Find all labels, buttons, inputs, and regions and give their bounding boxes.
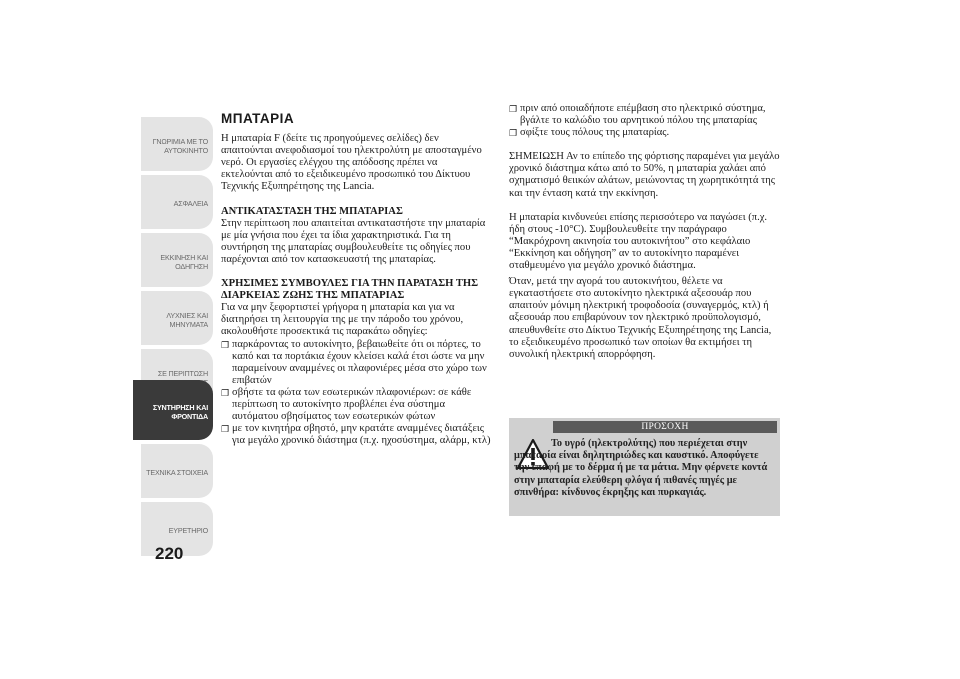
replacement-paragraph: Στην περίπτωση που απαιτείται αντικαταστήστε την μπαταρία με μία γνήσια που έχει τα ίδια χαρακτηριστικά. Για τη συντήρηση της μπαταρίας συμβουλευθείτε τις οδηγίες που παρέχονται από τον κατασκευαστή της μπαταρίας. — [221, 217, 486, 265]
tab-starting-driving[interactable] — [141, 233, 213, 287]
tab-maintenance[interactable] — [141, 380, 213, 440]
list-item — [221, 339, 491, 387]
checkbox-bullet-icon: ❐ — [221, 387, 230, 398]
list-item — [221, 423, 491, 447]
accessories-paragraph: Όταν, μετά την αγορά του αυτοκινήτου, θέλετε να εγκαταστήσετε στο αυτοκίνητο ηλεκτρικά αξεσουάρ που απαιτούν μόνιμη ηλεκτρική τροφοδοσία (συναγερμός, κτλ) ή αξεσουάρ που επιβαρύνουν τον ηλεκτρικό προϋπολογισμό, απευθυνθείτε στο Δίκτυο Τεχνικής Εξυπηρέτησης της Lancia, το εξειδικευμένο προσωπικό των οποίων θα εκτιμήσει τη συνολική ηλεκτρική απορρόφηση. — [509, 276, 772, 360]
section-heading-tips: ΧΡΗΣΙΜΕΣ ΣΥΜΒΟΥΛΕΣ ΓΙΑ ΤΗΝ ΠΑΡΑΤΑΣΗ ΤΗΣ ΔΙΑΡΚΕΙΑΣ ΖΩΗΣ ΤΗΣ ΜΠΑΤΑΡΙΑΣ — [221, 278, 479, 302]
left-column — [221, 113, 491, 447]
tab-technical-data[interactable] — [141, 444, 213, 498]
tab-safety[interactable] — [141, 175, 213, 229]
tab-label: ΑΣΦΑΛΕΙΑ — [173, 199, 208, 208]
tab-label: ΓΝΩΡΙΜΙΑ ΜΕ ΤΟ ΑΥΤΟΚΙΝΗΤΟ — [152, 136, 208, 155]
warning-text-body: Το υγρό (ηλεκτρολύτης) που περιέχεται στην μπαταρία είναι δηλητηριώδες και καυστικό. Αποφύγετε την επαφή με το δέρμα ή με τα μάτια. Μην φέρνετε κοντά στην μπαταρία ελεύθερη φλόγα ή πιθανές πηγές με σπινθήρα: κίνδυνος έκρηξης και πυρκαγιάς. — [514, 438, 768, 498]
tips-intro: Για να μην ξεφορτιστεί γρήγορα η μπαταρία και για να διατηρήσει τη λειτουργία της με την πάροδο του χρόνου, ακολουθήστε προσεκτικά τις παρακάτω οδηγίες: — [221, 302, 464, 338]
list-item — [509, 103, 781, 127]
note-paragraph: ΣΗΜΕΙΩΣΗ Αν το επίπεδο της φόρτισης παραμένει για μεγάλο χρονικό διάστημα κάτω από το 50%, η μπαταρία χαλάει από σχηματισμό θειικών αλάτων, μειώνοντας τη χωρητικότητά της και την ένταση κατά την εκκίνηση. — [509, 151, 780, 199]
list-item-text: παρκάροντας το αυτοκίνητο, βεβαιωθείτε ότι οι πόρτες, το καπό και τα πορτάκια έχουν κλείσει καλά έτσι ώστε να μην παραμείνουν αναμμένες οι πλαφονιέρες μέσα στο χώρο των επιβατών — [232, 338, 487, 386]
list-item-text: πριν από οποιαδήποτε επέμβαση στο ηλεκτρικό σύστημα, βγάλτε το καλώδιο του αρνητικού πόλου της μπαταρίας — [520, 103, 766, 127]
warning-text — [514, 438, 776, 499]
page-title: ΜΠΑΤΑΡΙΑ — [221, 111, 295, 126]
checkbox-bullet-icon: ❐ — [221, 339, 230, 350]
tab-warning-lights[interactable] — [141, 291, 213, 345]
list-item-text: με τον κινητήρα σβηστό, μην κρατάτε αναμμένες διατάξεις για μεγάλο χρονικό διάστημα (π.χ. ηχοσύστημα, αλάρμ, κτλ) — [232, 423, 491, 447]
tab-label: ΣΕ ΠΕΡΙΠΤΩΣΗ — [157, 368, 208, 378]
page-number: 220 — [155, 544, 184, 563]
list-item — [221, 387, 491, 423]
tab-label: ΕΚΚΙΝΗΣΗ ΚΑΙ ΟΔΗΓΗΣΗ — [160, 252, 208, 271]
tab-label: ΤΕΧΝΙΚΑ ΣΤΟΙΧΕΙΑ — [146, 468, 208, 477]
tab-getting-to-know[interactable] — [141, 117, 213, 171]
list-item-text: σφίξτε τους πόλους της μπαταρίας. — [520, 127, 670, 139]
checkbox-bullet-icon: ❐ — [509, 104, 518, 114]
warning-header: ΠΡΟΣΟΧΗ — [553, 421, 777, 433]
warning-box — [509, 418, 780, 516]
list-item — [509, 127, 781, 139]
right-column — [509, 103, 781, 373]
intro-paragraph: Η μπαταρία F (δείτε τις προηγούμενες σελίδες) δεν απαιτούνται ανεφοδιασμοί του ηλεκτρολύτη με αποσταγμένο νερό. Οι εργασίες ελέγχου της απόδοσης πρέπει να εκτελούνται από το εξειδικευμένο προσωπικό του Δίκτυου Τεχνικής Εξυπηρέτησης της Lancia. — [221, 133, 482, 193]
checkbox-bullet-icon: ❐ — [221, 424, 230, 435]
checkbox-bullet-icon: ❐ — [509, 128, 518, 139]
section-heading-replacement: ΑΝΤΙΚΑΤΑΣΤΑΣΗ ΤΗΣ ΜΠΑΤΑΡΙΑΣ — [221, 205, 403, 217]
tab-label: ΕΥΡΕΤΗΡΙΟ — [168, 526, 208, 535]
freezing-paragraph: Η μπαταρία κινδυνεύει επίσης περισσότερο να παγώσει (π.χ. ήδη στους -10°C). Συμβουλευθείτε την παράγραφο “Μακρόχρονη ακινησία του αυτοκινήτου” στο κεφάλαιο “Εκκίνηση και οδήγηση” αν το αυτοκίνητο παραμένει σταθμευμένο για μεγάλο χρονικό διάστημα. — [509, 211, 768, 272]
tab-label: ΣΥΝΤΗΡΗΣΗ ΚΑΙ ΦΡΟΝΤΙΔΑ — [152, 402, 208, 421]
list-item-text: σβήστε τα φώτα των εσωτερικών πλαφονιέρων: σε κάθε περίπτωση το αυτοκίνητο προβλέπει ένα σύστημα αυτόματου σβησίματος των εσωτερικών φώτων — [232, 386, 472, 423]
tab-label: ΛΥΧΝΙΕΣ ΚΑΙ ΜΗΝΥΜΑΤΑ — [166, 310, 208, 329]
